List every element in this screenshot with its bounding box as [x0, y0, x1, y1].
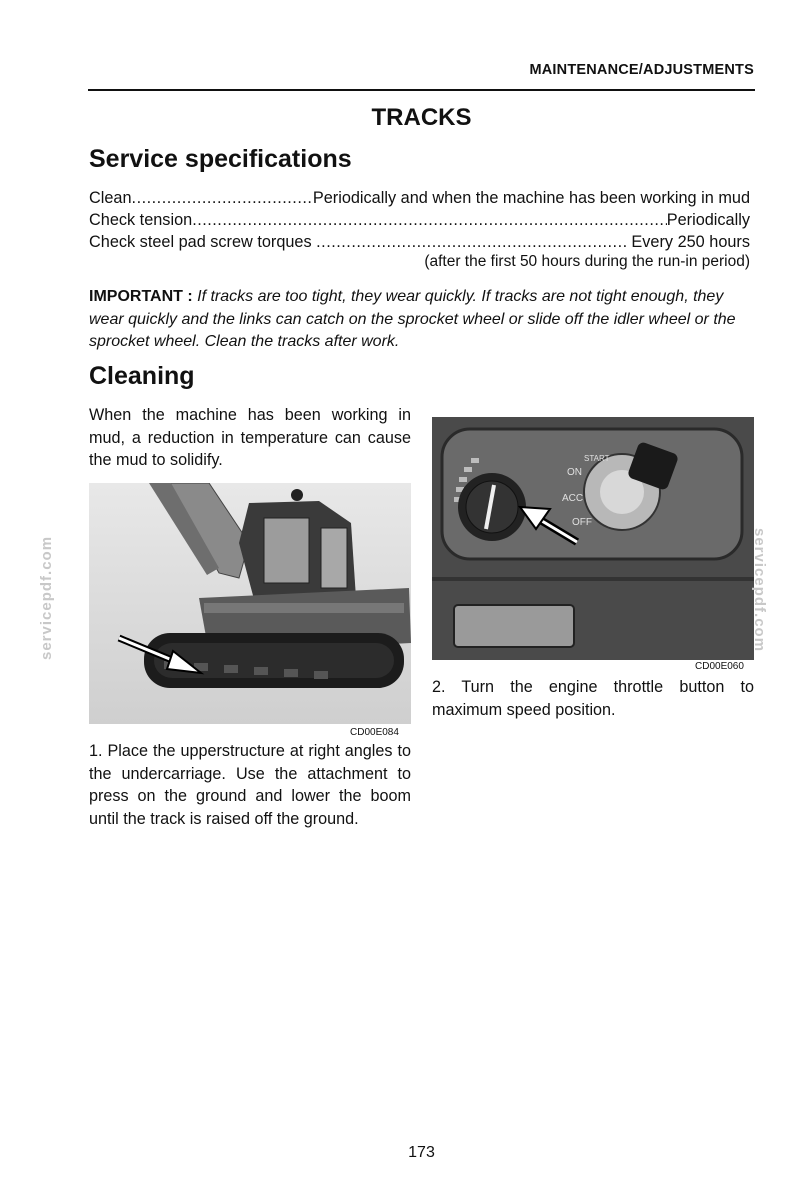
- spec-note: (after the first 50 hours during the run-in period): [424, 253, 750, 270]
- excavator-photo: [89, 483, 411, 724]
- spec-row-screw-torques: [89, 231, 750, 253]
- spec-item: Check tension: [89, 211, 193, 229]
- page-number: 173: [408, 1144, 435, 1161]
- cleaning-intro: When the machine has been working in mud, a reduction in temperature can cause the mud to solidify.: [89, 406, 411, 469]
- leader-dots: [316, 231, 627, 253]
- leader-dots: [132, 187, 313, 209]
- header-rule: [88, 89, 755, 91]
- important-text: If tracks are too tight, they wear quickly. If tracks are not tight enough, they wear quickly and the links can catch on the sprocket wheel or slide off the idler wheel or the sprocket wheel. Clean the tracks after work.: [89, 288, 736, 350]
- throttle-panel-illustration: [432, 417, 754, 660]
- spec-item: Clean: [89, 189, 132, 207]
- spec-value: Periodically and when the machine has been working in mud: [312, 189, 750, 207]
- watermark-left: servicepdf.com: [38, 535, 55, 660]
- figure-code: CD00E084: [350, 727, 399, 738]
- throttle-panel-photo: [432, 417, 754, 660]
- spec-value: Every 250 hours: [626, 233, 750, 251]
- spec-row-check-tension: [89, 209, 750, 231]
- spec-row-clean: [89, 187, 750, 209]
- label-acc: ACC: [562, 493, 584, 504]
- cleaning-heading: Cleaning: [89, 362, 195, 390]
- spec-value: Periodically: [666, 211, 750, 229]
- step-1-text: 1. Place the upperstructure at right angles to the undercarriage. Use the attachment to press on the ground and lower the boom until the track is raised off the ground.: [89, 742, 411, 828]
- important-label: IMPORTANT :: [89, 288, 193, 305]
- figure-code: CD00E060: [695, 661, 744, 672]
- section-header: MAINTENANCE/ADJUSTMENTS: [529, 62, 754, 78]
- leader-dots: [192, 209, 667, 231]
- label-start: START: [584, 454, 610, 463]
- spec-item: Check steel pad screw torques: [89, 233, 317, 251]
- service-specifications-heading: Service specifications: [89, 145, 352, 173]
- excavator-illustration: [89, 483, 411, 724]
- label-off: OFF: [572, 517, 592, 528]
- page-title: TRACKS: [371, 104, 472, 131]
- important-notice: [89, 286, 757, 354]
- step-2-text: 2. Turn the engine throttle button to maximum speed position.: [432, 678, 754, 719]
- watermark-right: servicepdf.com: [751, 528, 768, 653]
- label-on: ON: [567, 467, 582, 478]
